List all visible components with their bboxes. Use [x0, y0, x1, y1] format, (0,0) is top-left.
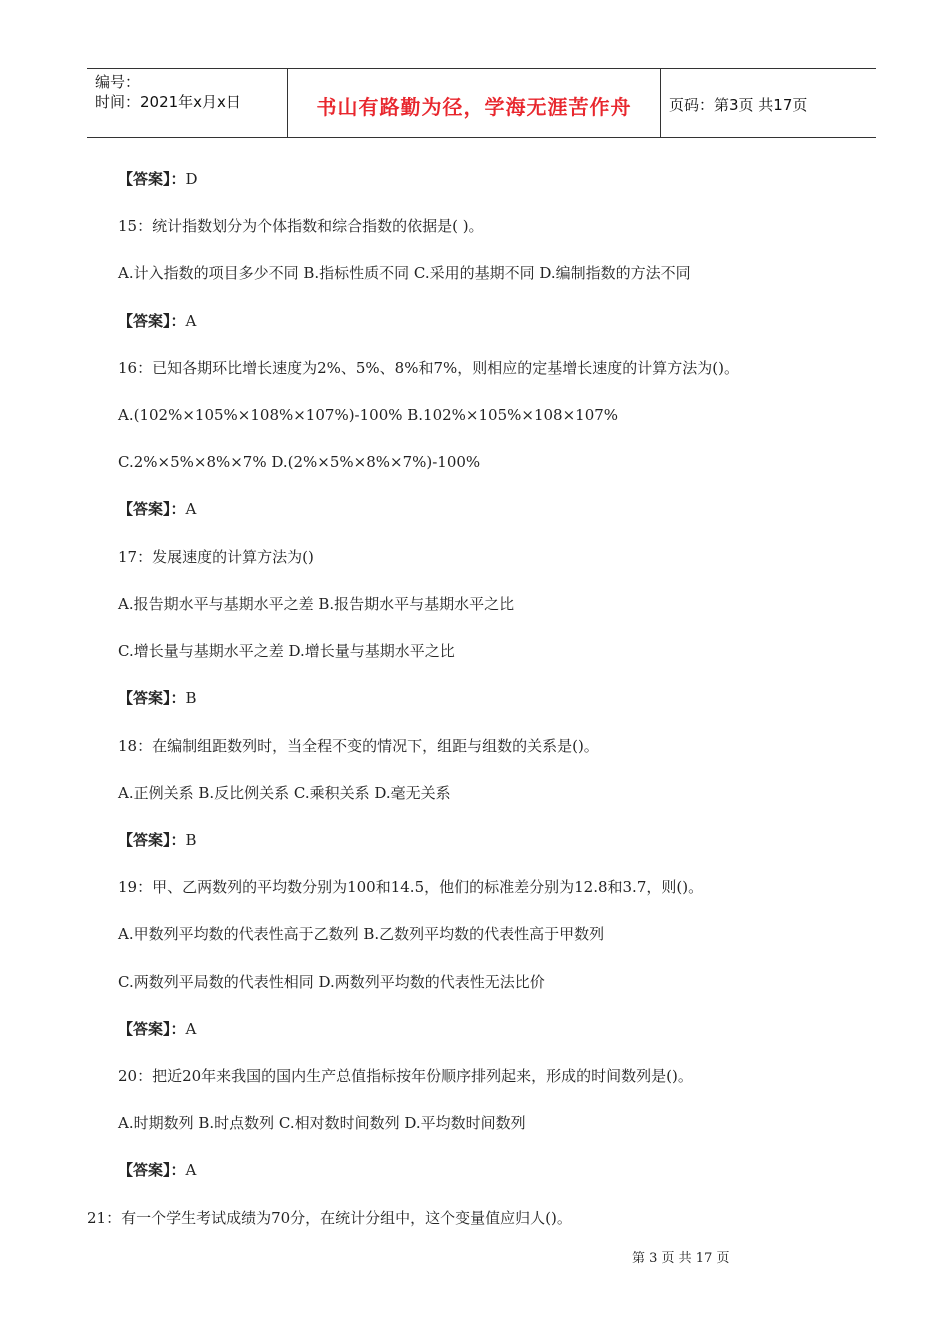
answer-label: 【答案】： [118, 689, 186, 707]
question-17-options-2: C.增长量与基期水平之差 D.增长量与基期水平之比 [118, 642, 455, 660]
page-header [87, 68, 876, 138]
question-20-options: A.时期数列 B.时点数列 C.相对数时间数列 D.平均数时间数列 [118, 1114, 526, 1132]
question-16-options-2: C.2%×5%×8%×7% D.(2%×5%×8%×7%)-100% [118, 453, 481, 471]
question-15: 15：统计指数划分为个体指数和综合指数的依据是( )。 [118, 217, 484, 235]
question-19-options-2: C.两数列平局数的代表性相同 D.两数列平均数的代表性无法比价 [118, 973, 545, 991]
answer-value: A [185, 500, 197, 518]
answer-15 [118, 311, 196, 331]
header-motto-cell [288, 69, 661, 137]
answer-label: 【答案】： [118, 170, 186, 188]
answer-label: 【答案】： [118, 312, 186, 330]
page-info: 页码：第3页 共17页 [669, 96, 808, 114]
time-label: 时间：2021年x月x日 [95, 93, 241, 111]
question-19: 19：甲、乙两数列的平均数分别为100和14.5，他们的标准差分别为12.8和3.7，则()。 [118, 878, 704, 896]
question-20: 20：把近20年来我国的国内生产总值指标按年份顺序排列起来，形成的时间数列是()。 [118, 1067, 693, 1085]
question-17: 17：发展速度的计算方法为() [118, 548, 314, 566]
answer-label: 【答案】： [118, 831, 186, 849]
answer-19 [118, 1019, 196, 1039]
question-18: 18：在编制组距数列时，当全程不变的情况下，组距与组数的关系是()。 [118, 737, 599, 755]
answer-label: 【答案】： [118, 1161, 186, 1179]
question-18-options: A.正例关系 B.反比例关系 C.乘积关系 D.毫无关系 [118, 784, 451, 802]
header-meta-cell [87, 69, 288, 137]
question-21: 21：有一个学生考试成绩为70分，在统计分组中，这个变量值应归人()。 [87, 1209, 572, 1227]
answer-value: B [185, 831, 197, 849]
answer-value: A [185, 312, 197, 330]
question-15-options: A.计入指数的项目多少不同 B.指标性质不同 C.采用的基期不同 D.编制指数的方法不同 [118, 264, 691, 282]
question-16: 16：已知各期环比增长速度为2%、5%、8%和7%，则相应的定基增长速度的计算方法为()。 [118, 359, 739, 377]
header-page-cell [661, 69, 876, 137]
answer-label: 【答案】： [118, 500, 186, 518]
answer-18 [118, 830, 197, 850]
answer-label: 【答案】： [118, 1020, 186, 1038]
answer-14 [118, 169, 198, 189]
motto: 书山有路勤为径，学海无涯苦作舟 [316, 95, 632, 119]
page-footer: 第 3 页 共 17 页 [632, 1251, 730, 1266]
question-17-options-1: A.报告期水平与基期水平之差 B.报告期水平与基期水平之比 [118, 595, 515, 613]
answer-16 [118, 499, 196, 519]
question-16-options-1: A.(102%×105%×108%×107%)-100% B.102%×105%×108×107% [118, 406, 619, 424]
answer-value: A [185, 1161, 197, 1179]
answer-value: B [185, 689, 197, 707]
question-19-options-1: A.甲数列平均数的代表性高于乙数列 B.乙数列平均数的代表性高于甲数列 [118, 925, 605, 943]
number-label: 编号： [95, 73, 141, 91]
answer-value: A [185, 1020, 197, 1038]
answer-17 [118, 688, 197, 708]
answer-value: D [185, 170, 198, 188]
answer-20 [118, 1160, 196, 1180]
